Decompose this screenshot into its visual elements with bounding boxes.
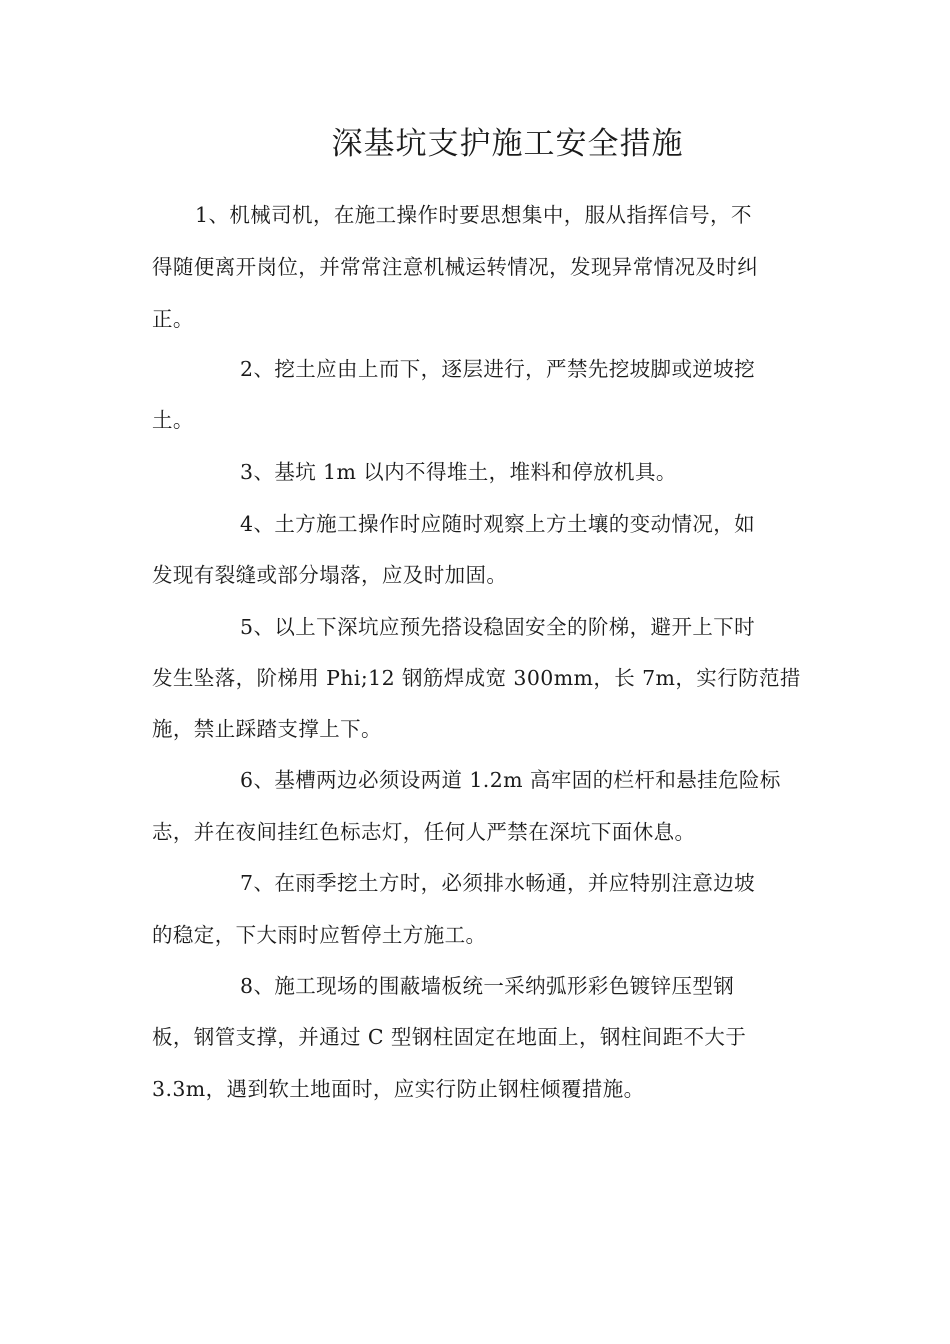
paragraph-3-line-1: 3、基坑 1m 以内不得堆土，堆料和停放机具。 [240,460,677,484]
paragraph-2-line-2: 土。 [152,408,194,432]
paragraph-6-line-1: 6、基槽两边必须设两道 1.2m 高牢固的栏杆和悬挂危险标 [240,768,781,792]
paragraph-8-line-3: 3.3m，遇到软土地面时，应实行防止钢柱倾覆措施。 [152,1077,645,1101]
paragraph-8-line-2: 板，钢管支撑，并通过 C 型钢柱固定在地面上，钢柱间距不大于 [152,1025,747,1049]
paragraph-5-line-2: 发生坠落，阶梯用 Phi;12 钢筋焊成宽 300mm，长 7m，实行防范措 [152,666,801,690]
paragraph-1-line-3: 正。 [152,307,194,331]
paragraph-1-line-2: 得随便离开岗位，并常常注意机械运转情况，发现异常情况及时纠 [152,255,759,279]
paragraph-5-line-1: 5、以上下深坑应预先搭设稳固安全的阶梯，避开上下时 [240,615,756,639]
paragraph-2-line-1: 2、挖土应由上而下，逐层进行，严禁先挖坡脚或逆坡挖 [240,357,756,381]
paragraph-4-line-2: 发现有裂缝或部分塌落，应及时加固。 [152,563,508,587]
paragraph-6-line-2: 志，并在夜间挂红色标志灯，任何人严禁在深坑下面休息。 [152,820,696,844]
paragraph-1-line-1: 1、机械司机，在施工操作时要思想集中，服从指挥信号，不 [195,203,752,227]
paragraph-7-line-1: 7、在雨季挖土方时，必须排水畅通，并应特别注意边坡 [240,871,756,895]
paragraph-4-line-1: 4、土方施工操作时应随时观察上方土壤的变动情况，如 [240,512,756,536]
document-title: 深基坑支护施工安全措施 [331,126,684,162]
paragraph-8-line-1: 8、施工现场的围蔽墙板统一采纳弧形彩色镀锌压型钢 [240,974,735,998]
paragraph-5-line-3: 施，禁止踩踏支撑上下。 [152,717,382,741]
paragraph-7-line-2: 的稳定，下大雨时应暂停土方施工。 [152,923,487,947]
